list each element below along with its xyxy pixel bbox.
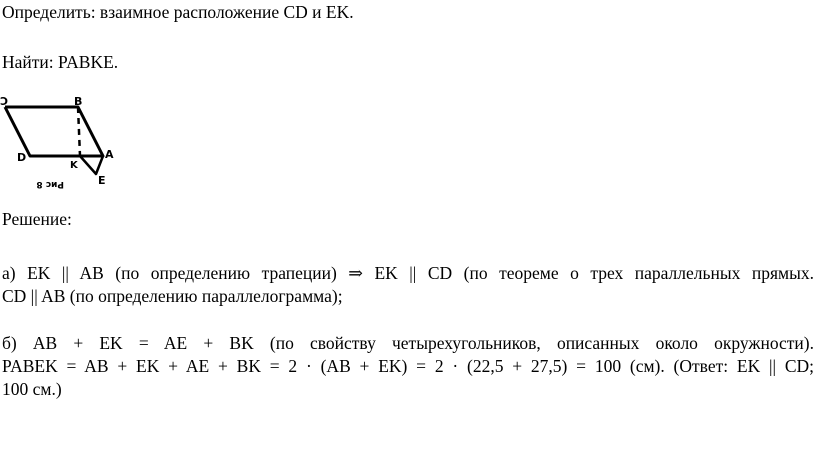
solution-heading: Решение:: [2, 209, 72, 229]
solution-b-line-3: 100 см.): [2, 379, 62, 399]
vertex-label-k: K: [70, 160, 78, 171]
vertex-label-e: E: [98, 174, 106, 187]
figure-parallelogram: [5, 107, 103, 156]
task-find: Найти: PABKE.: [2, 52, 119, 72]
solution-b-line-1: б) AB + EK = AE + BK (по свойству четырехугольников, описанных около окружности).: [2, 333, 814, 353]
figure-triangle: [80, 156, 103, 174]
solution-b-line-2: PABEK = AB + EK + AE + BK = 2 · (AB + EK) = 2 · (22,5 + 27,5) = 100 (см). (Ответ: EK || CD;: [2, 356, 814, 376]
task-determine: Определить: взаимное расположение CD и EK.: [2, 2, 354, 22]
figure-caption: Рис 8: [36, 179, 64, 189]
figure-height-dashed: [78, 107, 80, 156]
vertex-label-b: B: [74, 95, 83, 108]
solution-a-line-2: CD || AB (по определению параллелограмма);: [2, 286, 343, 306]
geometry-figure: [0, 92, 120, 192]
solution-a-line-1: а) EK || AB (по определению трапеции) ⇒ EK || CD (по теореме о трех параллельных прямых.: [2, 263, 814, 283]
vertex-label-a: A: [105, 148, 114, 161]
vertex-label-c: C: [0, 94, 8, 107]
vertex-label-d: D: [17, 151, 27, 164]
